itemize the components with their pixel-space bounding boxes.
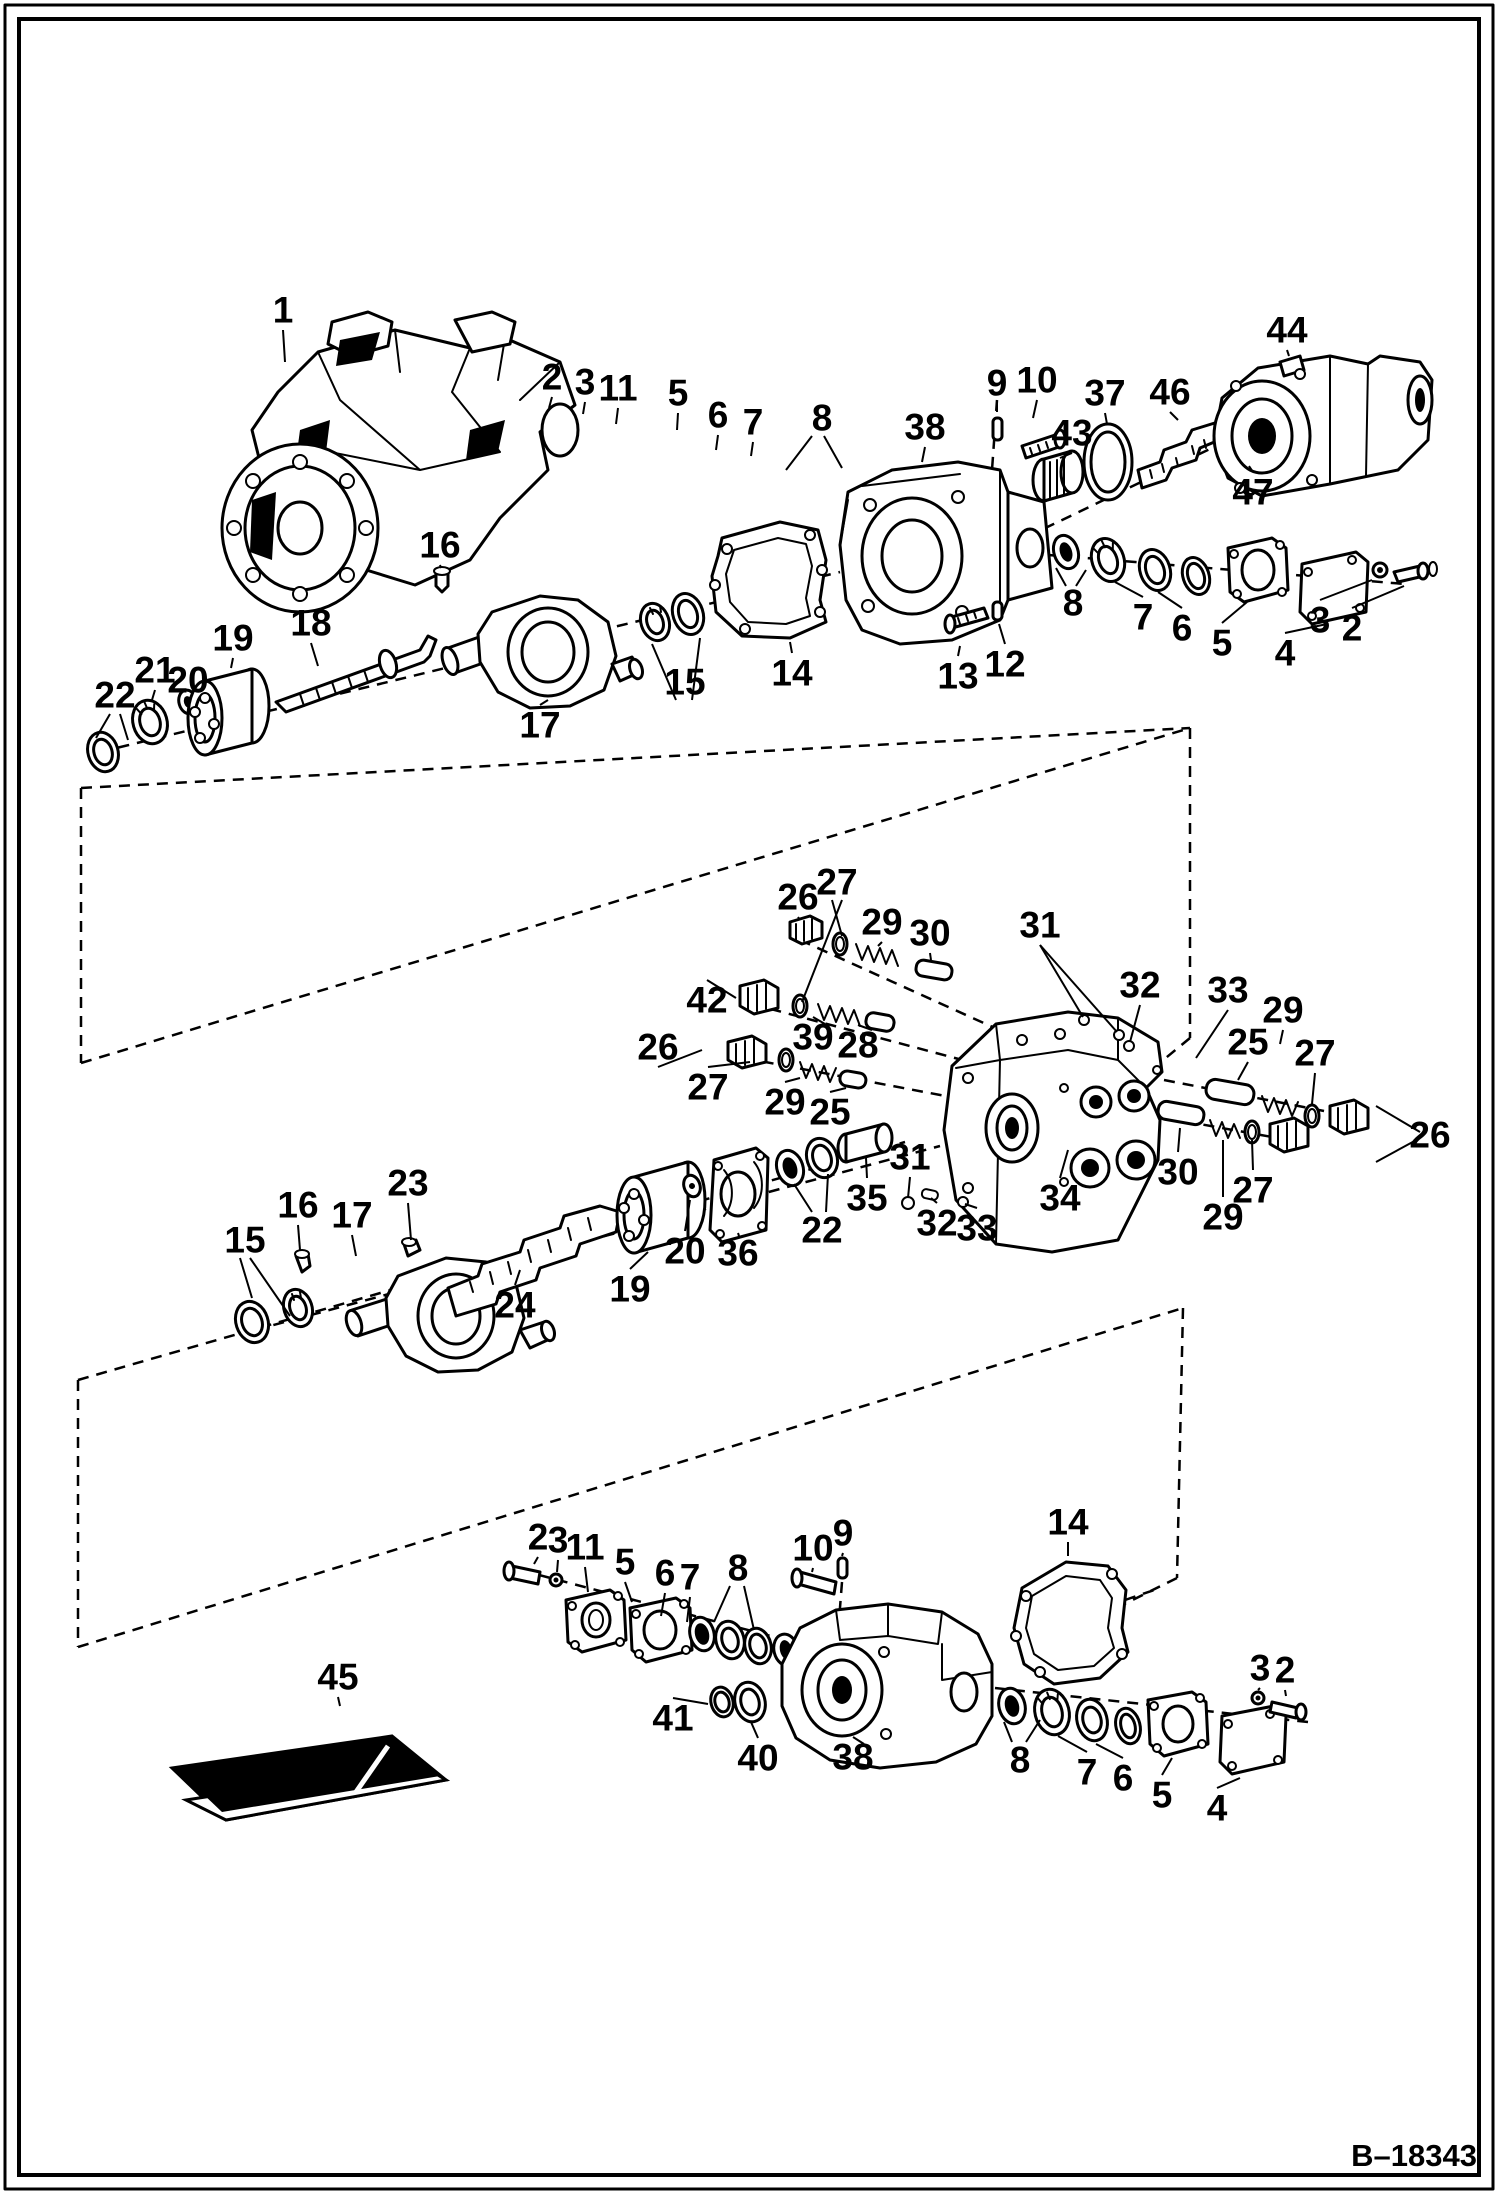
- part-label-25-45: 25: [809, 1091, 851, 1133]
- part-label-17-57: 17: [331, 1194, 373, 1236]
- part-label-42-39: 42: [686, 979, 728, 1021]
- part-3-nut-row1: [1373, 563, 1387, 577]
- part-label-3-2: 3: [574, 361, 596, 403]
- part-16-screw: [434, 567, 450, 592]
- part-36-valve-plate: [710, 1148, 768, 1242]
- part-14-gasket: [710, 522, 827, 638]
- part-label-17-17: 17: [519, 704, 561, 746]
- leader-line-5-4: [677, 413, 678, 430]
- part-label-6-29: 6: [1171, 607, 1193, 649]
- part-label-27-35: 27: [816, 861, 858, 903]
- part-5-flange-row1: [1228, 538, 1288, 602]
- part-4-cover-plate-row3: [1220, 1706, 1286, 1774]
- part-label-27-67: 27: [1232, 1169, 1274, 1211]
- part-5-flange-row3: [630, 1598, 692, 1662]
- part-label-26-34: 26: [777, 876, 819, 918]
- part-label-7-83: 7: [1076, 1751, 1098, 1793]
- part-label-23-56: 23: [387, 1162, 429, 1204]
- part-label-31-38: 31: [1019, 904, 1061, 946]
- part-label-19-23: 19: [212, 617, 254, 659]
- part-label-3-87: 3: [1249, 1647, 1271, 1689]
- part-3-nut-row3: [550, 1574, 562, 1586]
- leader-line-30-37: [930, 953, 931, 960]
- part-label-18-22: 18: [290, 602, 332, 644]
- part-label-33-61: 33: [1207, 969, 1249, 1011]
- part-label-24-55: 24: [494, 1284, 536, 1326]
- part-label-11-71: 11: [565, 1526, 605, 1568]
- part-label-16-58: 16: [277, 1184, 319, 1226]
- part-label-16-16: 16: [419, 524, 461, 566]
- part-label-29-36: 29: [861, 901, 903, 943]
- part-label-13-20: 13: [937, 655, 979, 697]
- part-label-27-43: 27: [687, 1066, 729, 1108]
- part-label-32-49: 32: [916, 1202, 958, 1244]
- part-label-27-64: 27: [1294, 1032, 1336, 1074]
- part-label-6-5: 6: [707, 394, 729, 436]
- part-label-5-72: 5: [614, 1541, 636, 1583]
- part-label-2-88: 2: [1274, 1649, 1296, 1691]
- leader-line-27-67: [1252, 1140, 1253, 1170]
- part-label-40-79: 40: [737, 1737, 779, 1779]
- leader-line-2-88: [1285, 1690, 1286, 1696]
- part-label-29-62: 29: [1262, 989, 1304, 1031]
- part-label-21-25: 21: [134, 649, 176, 691]
- part-12-pin: [993, 602, 1002, 620]
- part-label-30-66: 30: [1157, 1151, 1199, 1193]
- part-label-38-8: 38: [904, 406, 946, 448]
- part-label-29-68: 29: [1202, 1196, 1244, 1238]
- part-label-29-44: 29: [764, 1081, 806, 1123]
- part-label-37-12: 37: [1084, 372, 1126, 414]
- part-label-8-7: 8: [811, 397, 833, 439]
- part-label-47-15: 47: [1232, 471, 1274, 513]
- part-label-9-9: 9: [986, 362, 1008, 404]
- part-label-30-37: 30: [909, 912, 951, 954]
- part-label-31-46: 31: [889, 1136, 931, 1178]
- part-label-8-75: 8: [727, 1547, 749, 1589]
- part-label-22-51: 22: [801, 1209, 843, 1251]
- part-label-35-47: 35: [846, 1177, 888, 1219]
- part-5-flange-row3r: [1148, 1692, 1208, 1756]
- part-label-22-26: 22: [94, 674, 136, 716]
- part-38-housing-row3: [782, 1604, 992, 1768]
- part-11-flange-row3: [566, 1590, 626, 1652]
- part-31-plug-bottom: [902, 1197, 914, 1209]
- part-label-9-77: 9: [832, 1512, 854, 1554]
- part-43-coupling: [1033, 451, 1083, 501]
- part-label-33-50: 33: [956, 1207, 998, 1249]
- figure-number: B–18343: [1351, 2138, 1477, 2173]
- part-label-14-19: 14: [771, 652, 813, 694]
- part-label-41-78: 41: [652, 1697, 694, 1739]
- part-label-45-89: 45: [317, 1656, 359, 1698]
- part-label-38-80: 38: [832, 1736, 874, 1778]
- part-label-2-33: 2: [1341, 607, 1363, 649]
- part-label-46-13: 46: [1149, 371, 1191, 413]
- part-label-4-86: 4: [1206, 1787, 1228, 1829]
- part-label-6-84: 6: [1112, 1757, 1134, 1799]
- part-label-34-48: 34: [1039, 1177, 1081, 1219]
- part-9-pin: [993, 418, 1002, 440]
- part-label-7-28: 7: [1132, 596, 1154, 638]
- part-label-10-10: 10: [1016, 359, 1058, 401]
- part-label-10-76: 10: [792, 1527, 834, 1569]
- part-label-8-27: 8: [1062, 582, 1084, 624]
- part-label-3-32: 3: [1309, 599, 1331, 641]
- part-label-36-52: 36: [717, 1232, 759, 1274]
- part-3-nut-row3r: [1252, 1692, 1264, 1704]
- part-label-5-30: 5: [1211, 622, 1233, 664]
- part-label-44-14: 44: [1266, 309, 1308, 351]
- part-label-32-60: 32: [1119, 964, 1161, 1006]
- part-label-15-18: 15: [664, 661, 706, 703]
- part-label-2-1: 2: [541, 356, 563, 398]
- part-label-3-70: 3: [547, 1519, 569, 1561]
- part-label-39-40: 39: [792, 1016, 834, 1058]
- part-label-5-4: 5: [667, 372, 689, 414]
- part-label-25-63: 25: [1227, 1021, 1269, 1063]
- part-label-43-11: 43: [1051, 412, 1093, 454]
- part-label-12-21: 12: [984, 643, 1026, 685]
- part-label-26-65: 26: [1409, 1114, 1451, 1156]
- leader-line-3-70: [557, 1560, 558, 1572]
- part-label-2-69: 2: [527, 1516, 549, 1558]
- part-label-14-81: 14: [1047, 1501, 1089, 1543]
- part-label-6-73: 6: [654, 1552, 676, 1594]
- part-label-7-74: 7: [679, 1556, 701, 1598]
- part-label-19-54: 19: [609, 1268, 651, 1310]
- part-label-26-42: 26: [637, 1026, 679, 1068]
- leader-line-10-76: [812, 1568, 813, 1572]
- part-label-20-53: 20: [664, 1230, 706, 1272]
- part-label-5-85: 5: [1151, 1774, 1173, 1816]
- part-label-15-59: 15: [224, 1219, 266, 1261]
- part-label-28-41: 28: [837, 1024, 879, 1066]
- part-9-pin-row3: [838, 1558, 847, 1578]
- leader-line-35-47: [866, 1158, 867, 1178]
- part-label-11-3: 11: [598, 367, 638, 409]
- part-label-8-82: 8: [1009, 1739, 1031, 1781]
- part-label-4-31: 4: [1274, 632, 1296, 674]
- part-label-20-24: 20: [167, 659, 209, 701]
- part-label-1-0: 1: [272, 289, 294, 331]
- part-label-7-6: 7: [742, 401, 764, 443]
